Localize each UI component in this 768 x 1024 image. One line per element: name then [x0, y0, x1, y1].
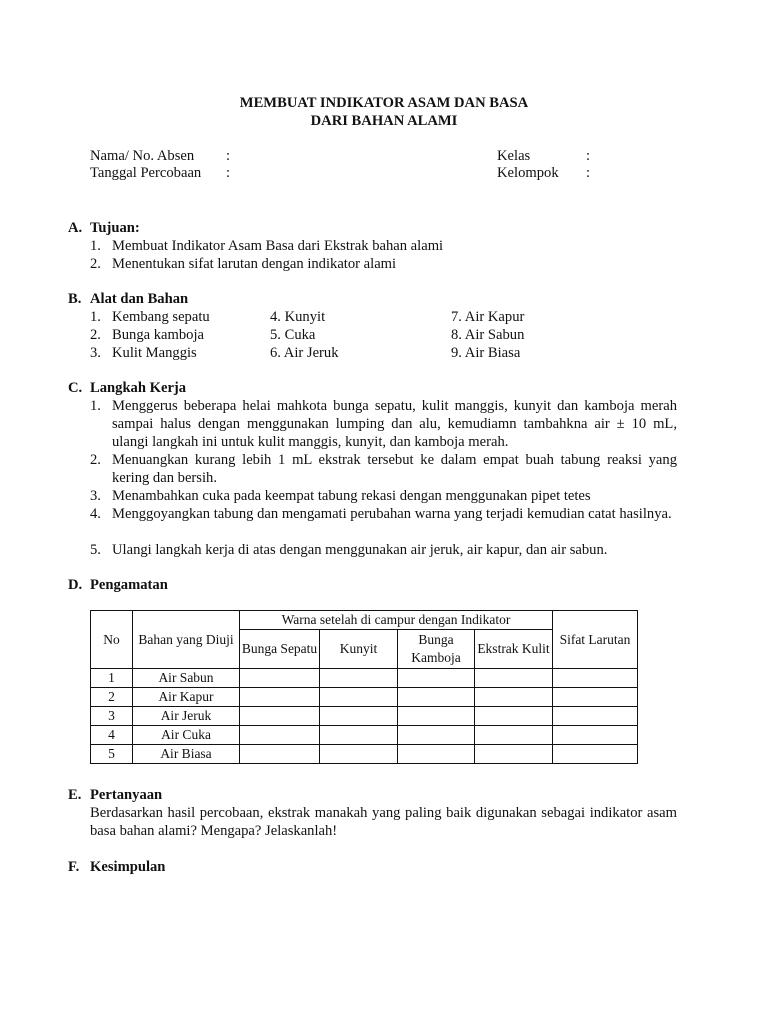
- table-header-ekstrak-kulit: Ekstrak Kulit: [475, 630, 553, 669]
- question-text: Berdasarkan hasil percobaan, ekstrak manakah yang paling baik digunakan sebagai indikator asam basa bahan alami? Mengapa? Jelaskanlah!: [90, 805, 677, 839]
- table-cell-empty: [320, 726, 398, 745]
- list-item: 7. Air Kapur: [451, 309, 525, 325]
- table-header-sifat: Sifat Larutan: [553, 611, 638, 669]
- list-item: 6. Air Jeruk: [270, 345, 339, 361]
- table-cell-empty: [240, 707, 320, 726]
- table-cell-no: 3: [91, 707, 133, 726]
- table-cell-empty: [475, 726, 553, 745]
- table-header-warna: Warna setelah di campur dengan Indikator: [240, 611, 553, 630]
- table-cell-bahan: Air Kapur: [133, 688, 240, 707]
- list-item: 5. Cuka: [270, 327, 316, 343]
- table-cell-empty: [240, 745, 320, 764]
- table-cell-empty: [320, 669, 398, 688]
- list-item: Membuat Indikator Asam Basa dari Ekstrak bahan alami: [112, 238, 444, 254]
- table-cell-empty: [553, 726, 638, 745]
- list-item: Kulit Manggis: [112, 345, 197, 361]
- step-number: 5.: [90, 542, 101, 558]
- step-text: Ulangi langkah kerja di atas dengan menggunakan air jeruk, air kapur, dan air sabun.: [112, 542, 608, 558]
- table-row: [91, 688, 638, 707]
- table-cell-empty: [475, 707, 553, 726]
- table-header-bunga-sepatu: Bunga Sepatu: [240, 630, 320, 669]
- table-row: [91, 745, 638, 764]
- group-colon: :: [586, 165, 591, 181]
- step-text: Menambahkan cuka pada keempat tabung rekasi dengan menggunakan pipet tetes: [112, 488, 591, 504]
- table-cell-empty: [553, 669, 638, 688]
- table-cell-empty: [398, 669, 475, 688]
- page-title-line-1: MEMBUAT INDIKATOR ASAM DAN BASA: [239, 95, 529, 111]
- section-e-letter: E.: [68, 787, 82, 803]
- step-number: 2.: [90, 452, 101, 468]
- step-text: Menuangkan kurang lebih 1 mL ekstrak tersebut ke dalam empat buah tabung reaksi yang kering dan bersih.: [112, 452, 677, 486]
- group-label: Kelompok: [497, 165, 559, 181]
- table-cell-bahan: Air Biasa: [133, 745, 240, 764]
- table-row: [91, 707, 638, 726]
- section-d-heading: Pengamatan: [90, 577, 168, 593]
- table-cell-empty: [320, 707, 398, 726]
- class-label: Kelas: [497, 148, 531, 164]
- table-cell-empty: [553, 688, 638, 707]
- list-item: Menentukan sifat larutan dengan indikator alami: [112, 256, 397, 272]
- table-row: [91, 669, 638, 688]
- table-cell-no: 5: [91, 745, 133, 764]
- class-colon: :: [586, 148, 591, 164]
- section-e-heading: Pertanyaan: [90, 787, 163, 803]
- table-cell-empty: [320, 745, 398, 764]
- table-header-no: No: [91, 611, 133, 669]
- table-header-kunyit: Kunyit: [320, 630, 398, 669]
- list-number: 3.: [90, 345, 101, 361]
- section-b-letter: B.: [68, 291, 82, 307]
- step-text: Menggerus beberapa helai mahkota bunga sepatu, kulit manggis, kunyit dan kamboja merah sampai halus dengan menggunakan lumping dan alu, kemudiamn tambahkna air ± 10 mL, ulangi langkah ini untuk kulit manggis, kunyit, dan kamboja merah.: [112, 398, 677, 450]
- list-number: 1.: [90, 238, 101, 254]
- table-cell-bahan: Air Jeruk: [133, 707, 240, 726]
- step-text: Menggoyangkan tabung dan mengamati perubahan warna yang terjadi kemudian catat hasilnya.: [112, 506, 672, 522]
- date-label: Tanggal Percobaan: [90, 165, 202, 181]
- table-cell-no: 4: [91, 726, 133, 745]
- list-item: 8. Air Sabun: [451, 327, 525, 343]
- table-cell-empty: [398, 688, 475, 707]
- table-row: [91, 726, 638, 745]
- section-f-heading: Kesimpulan: [90, 859, 166, 875]
- table-cell-empty: [398, 726, 475, 745]
- section-c-letter: C.: [68, 380, 83, 396]
- list-item: Bunga kamboja: [112, 327, 205, 343]
- name-colon: :: [226, 148, 231, 164]
- table-header-bahan: Bahan yang Diuji: [133, 611, 240, 669]
- table-cell-empty: [320, 688, 398, 707]
- section-b-heading: Alat dan Bahan: [90, 291, 189, 307]
- table-cell-empty: [475, 669, 553, 688]
- table-cell-empty: [553, 745, 638, 764]
- list-number: 2.: [90, 327, 101, 343]
- table-cell-bahan: Air Sabun: [133, 669, 240, 688]
- table-header-bunga-kamboja: Bunga Kamboja: [398, 630, 475, 669]
- table-cell-empty: [240, 669, 320, 688]
- table-cell-bahan: Air Cuka: [133, 726, 240, 745]
- list-number: 2.: [90, 256, 101, 272]
- list-item: 9. Air Biasa: [451, 345, 521, 361]
- step-number: 4.: [90, 506, 101, 522]
- table-cell-empty: [240, 688, 320, 707]
- step-number: 3.: [90, 488, 101, 504]
- section-c-heading: Langkah Kerja: [90, 380, 187, 396]
- table-cell-empty: [553, 707, 638, 726]
- list-item: 4. Kunyit: [270, 309, 326, 325]
- table-cell-no: 2: [91, 688, 133, 707]
- table-cell-empty: [398, 707, 475, 726]
- table-cell-no: 1: [91, 669, 133, 688]
- table-cell-empty: [475, 745, 553, 764]
- observation-table: [90, 610, 638, 764]
- table-cell-empty: [240, 726, 320, 745]
- section-d-letter: D.: [68, 577, 83, 593]
- table-cell-empty: [475, 688, 553, 707]
- section-a-letter: A.: [68, 220, 83, 236]
- date-colon: :: [226, 165, 231, 181]
- page-title-line-2: DARI BAHAN ALAMI: [310, 113, 458, 129]
- section-a-heading: Tujuan:: [90, 220, 140, 236]
- list-item: Kembang sepatu: [112, 309, 210, 325]
- name-label: Nama/ No. Absen: [90, 148, 195, 164]
- list-number: 1.: [90, 309, 101, 325]
- table-cell-empty: [398, 745, 475, 764]
- section-f-letter: F.: [68, 859, 80, 875]
- step-number: 1.: [90, 398, 101, 414]
